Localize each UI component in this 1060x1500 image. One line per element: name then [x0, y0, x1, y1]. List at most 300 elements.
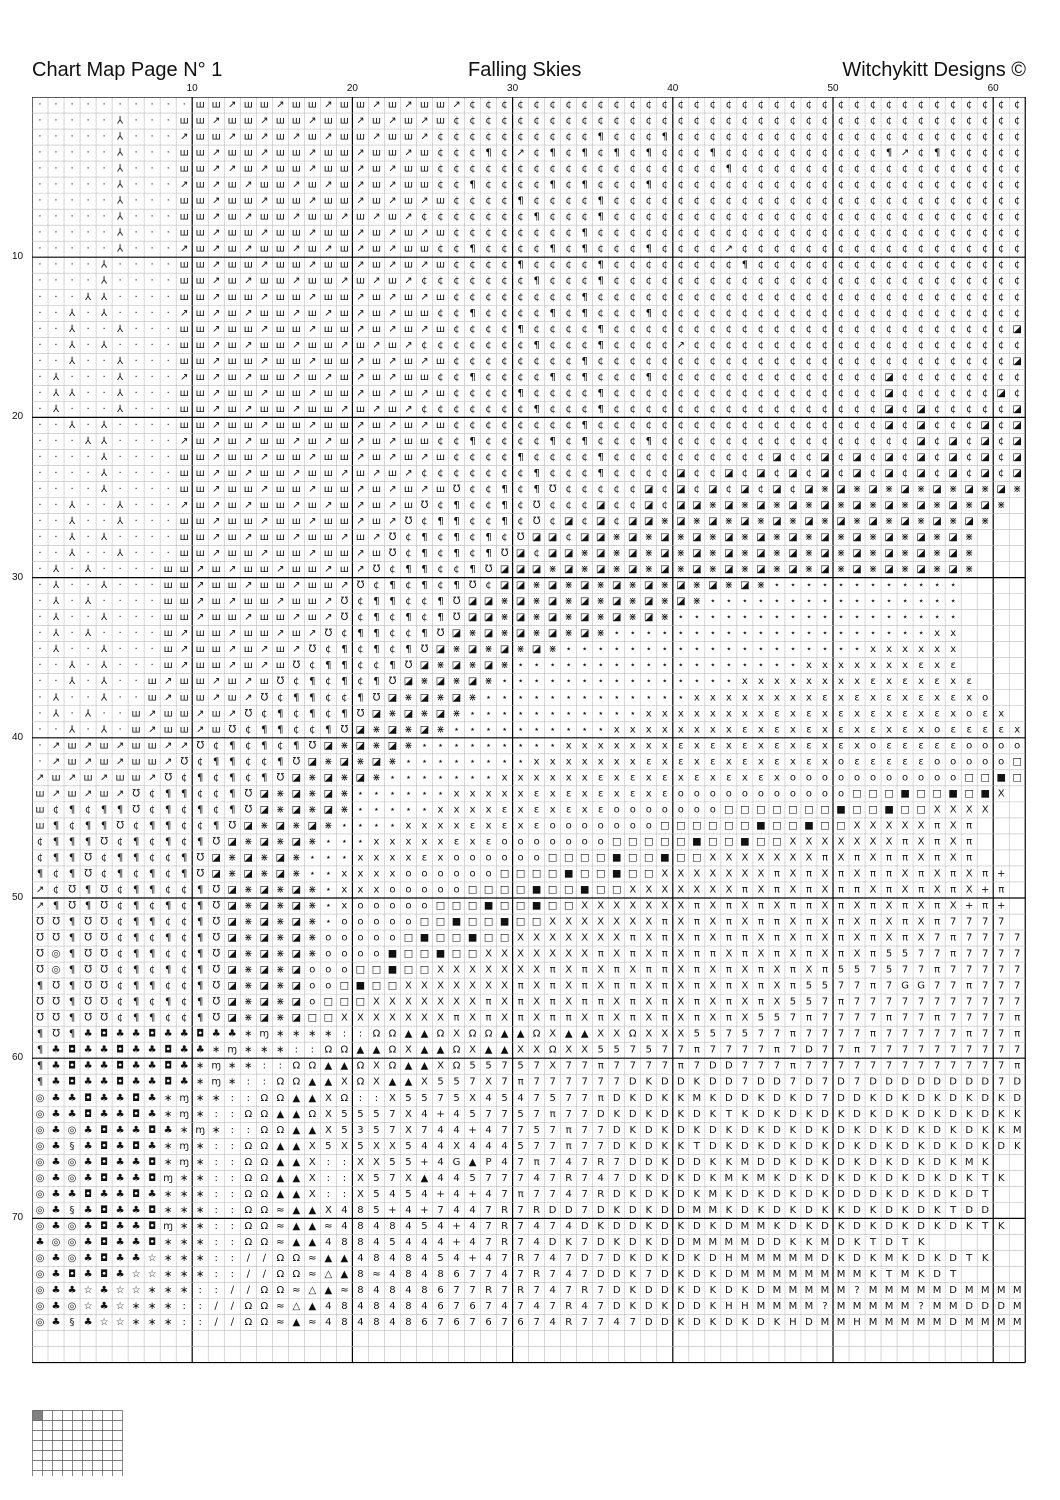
stitch-symbol: 4: [421, 1237, 427, 1248]
stitch-symbol: ·: [135, 260, 138, 271]
stitch-symbol: ¢: [710, 292, 716, 303]
stitch-symbol: ↗: [212, 676, 220, 687]
stitch-symbol: ▲: [308, 1237, 316, 1248]
stitch-symbol: ¢: [565, 340, 571, 351]
stitch-symbol: ¢: [790, 436, 796, 447]
stitch-symbol: ¢: [582, 164, 588, 175]
stitch-symbol: ¢: [485, 404, 491, 415]
stitch-symbol: ш: [228, 356, 237, 367]
stitch-symbol: ¢: [710, 388, 716, 399]
stitch-symbol: ♣: [132, 1125, 141, 1136]
stitch-symbol: ¢: [998, 228, 1004, 239]
stitch-symbol: ¢: [758, 260, 764, 271]
stitch-symbol: ¢: [854, 356, 860, 367]
stitch-symbol: D: [933, 1125, 941, 1136]
stitch-symbol: ⋇: [244, 917, 252, 928]
stitch-symbol: D: [693, 1269, 701, 1280]
stitch-symbol: ш: [180, 212, 189, 223]
stitch-symbol: ◪: [436, 644, 445, 655]
stitch-symbol: ¶: [582, 228, 588, 239]
stitch-symbol: D: [645, 1285, 653, 1296]
stitch-symbol: ¢: [870, 452, 876, 463]
stitch-symbol: □: [596, 868, 605, 879]
stitch-symbol: ш: [196, 292, 205, 303]
stitch-symbol: ¢: [790, 164, 796, 175]
stitch-symbol: X: [741, 965, 748, 976]
stitch-symbol: ⋆: [902, 628, 908, 639]
stitch-symbol: ¢: [998, 164, 1004, 175]
stitch-symbol: 4: [469, 1205, 475, 1216]
stitch-symbol: ◪: [436, 708, 445, 719]
stitch-symbol: X: [517, 933, 524, 944]
stitch-symbol: D: [757, 1285, 765, 1296]
stitch-symbol: ℧: [36, 949, 44, 960]
stitch-symbol: ¶: [85, 901, 91, 912]
stitch-symbol: Ω: [389, 1029, 397, 1040]
stitch-symbol: ¢: [854, 260, 860, 271]
stitch-symbol: ≈: [308, 1317, 316, 1328]
stitch-symbol: :: [215, 1269, 218, 1280]
stitch-symbol: ¢: [37, 852, 43, 863]
stitch-symbol: ¢: [437, 212, 443, 223]
stitch-symbol: ¢: [806, 404, 812, 415]
stitch-symbol: D: [709, 1125, 717, 1136]
stitch-symbol: 7: [838, 981, 844, 992]
stitch-symbol: ε: [598, 804, 603, 815]
stitch-symbol: ⋆: [806, 628, 812, 639]
stitch-symbol: ⅄: [117, 196, 124, 207]
stitch-symbol: ш: [260, 500, 269, 511]
stitch-symbol: ↗: [212, 180, 220, 191]
stitch-symbol: ¢: [149, 901, 155, 912]
stitch-symbol: □: [740, 820, 749, 831]
stitch-symbol: ш: [196, 676, 205, 687]
stitch-symbol: ♣: [180, 1077, 189, 1088]
stitch-symbol: M: [693, 1205, 702, 1216]
stitch-symbol: ¢: [966, 180, 972, 191]
stitch-symbol: ↗: [356, 164, 364, 175]
stitch-symbol: ¢: [630, 388, 636, 399]
stitch-symbol: ⋆: [662, 644, 668, 655]
stitch-symbol: ↗: [388, 500, 396, 511]
stitch-symbol: ⋆: [389, 772, 395, 783]
stitch-symbol: ♣: [84, 1157, 93, 1168]
stitch-symbol: K: [645, 1173, 652, 1184]
stitch-symbol: ¢: [982, 404, 988, 415]
stitch-symbol: ¢: [501, 228, 507, 239]
stitch-symbol: X: [854, 836, 861, 847]
stitch-symbol: ¶: [165, 836, 171, 847]
stitch-symbol: X: [918, 917, 925, 928]
stitch-symbol: ¢: [742, 100, 748, 111]
stitch-symbol: ⋇: [276, 933, 284, 944]
stitch-symbol: ·: [167, 372, 170, 383]
stitch-symbol: ш: [372, 180, 381, 191]
stitch-symbol: ¶: [133, 917, 139, 928]
stitch-symbol: ▲: [325, 1285, 333, 1296]
stitch-symbol: ⋆: [630, 692, 636, 703]
stitch-symbol: ¢: [453, 132, 459, 143]
stitch-symbol: x: [742, 676, 748, 687]
stitch-symbol: ¶: [309, 692, 315, 703]
stitch-symbol: ¢: [998, 180, 1004, 191]
stitch-symbol: X: [373, 1141, 380, 1152]
stitch-symbol: :: [215, 1285, 218, 1296]
stitch-symbol: ¢: [758, 276, 764, 287]
pattern-title: Falling Skies: [468, 58, 581, 82]
stitch-symbol: ¢: [565, 116, 571, 127]
stitch-symbol: 7: [966, 1013, 972, 1024]
stitch-symbol: D: [917, 1205, 925, 1216]
stitch-symbol: D: [933, 1157, 941, 1168]
stitch-symbol: ¢: [886, 164, 892, 175]
stitch-symbol: π: [966, 836, 972, 847]
stitch-symbol: ¢: [485, 180, 491, 191]
stitch-symbol: 7: [630, 1317, 636, 1328]
stitch-symbol: ш: [356, 404, 365, 415]
stitch-symbol: ¢: [838, 116, 844, 127]
stitch-symbol: K: [902, 1093, 909, 1104]
stitch-symbol: D: [773, 1157, 781, 1168]
stitch-symbol: ·: [38, 244, 41, 255]
stitch-symbol: o: [469, 868, 475, 879]
stitch-symbol: ш: [324, 404, 333, 415]
stitch-symbol: K: [902, 1253, 909, 1264]
stitch-symbol: ¢: [485, 388, 491, 399]
stitch-symbol: 4: [357, 1301, 363, 1312]
stitch-symbol: ¶: [485, 548, 491, 559]
stitch-symbol: ш: [148, 692, 157, 703]
stitch-symbol: ¢: [630, 420, 636, 431]
stitch-symbol: :: [247, 1125, 250, 1136]
stitch-symbol: ↗: [356, 324, 364, 335]
stitch-symbol: X: [725, 884, 732, 895]
stitch-symbol: 7: [966, 949, 972, 960]
stitch-symbol: ¶: [533, 340, 539, 351]
stitch-symbol: ◪: [868, 484, 877, 495]
stitch-symbol: ⋆: [485, 772, 491, 783]
stitch-symbol: ¢: [501, 532, 507, 543]
stitch-symbol: ¢: [469, 196, 475, 207]
stitch-symbol: ⋆: [774, 644, 780, 655]
stitch-symbol: D: [965, 1189, 973, 1200]
stitch-symbol: ¢: [790, 484, 796, 495]
stitch-symbol: ¢: [790, 308, 796, 319]
stitch-symbol: ⋇: [356, 756, 364, 767]
stitch-symbol: ш: [308, 276, 317, 287]
stitch-symbol: ¢: [437, 164, 443, 175]
stitch-symbol: ◪: [980, 420, 989, 431]
stitch-symbol: ·: [38, 340, 41, 351]
stitch-symbol: X: [822, 949, 829, 960]
stitch-symbol: ◪: [820, 564, 829, 575]
stitch-symbol: ⋇: [500, 628, 508, 639]
stitch-symbol: D: [773, 1125, 781, 1136]
stitch-symbol: ⋆: [501, 676, 507, 687]
stitch-symbol: ¢: [469, 356, 475, 367]
stitch-symbol: ¶: [309, 708, 315, 719]
stitch-symbol: ¢: [101, 868, 107, 879]
stitch-symbol: ◪: [820, 452, 829, 463]
stitch-symbol: ◪: [228, 917, 237, 928]
stitch-symbol: o: [774, 788, 780, 799]
stitch-symbol: 4: [357, 1317, 363, 1328]
stitch-symbol: K: [918, 1189, 925, 1200]
stitch-symbol: ¢: [998, 356, 1004, 367]
stitch-symbol: △: [292, 1301, 300, 1312]
stitch-symbol: π: [982, 901, 988, 912]
stitch-symbol: ¢: [165, 852, 171, 863]
stitch-symbol: ¢: [710, 324, 716, 335]
stitch-symbol: 7: [565, 1285, 571, 1296]
stitch-symbol: □: [852, 804, 861, 815]
stitch-symbol: X: [373, 1061, 380, 1072]
stitch-symbol: o: [662, 804, 668, 815]
stitch-symbol: o: [790, 772, 796, 783]
stitch-symbol: ▲: [485, 1045, 493, 1056]
stitch-symbol: ¶: [229, 772, 235, 783]
stitch-symbol: Ω: [260, 1109, 268, 1120]
stitch-symbol: ⋇: [548, 644, 556, 655]
stitch-symbol: M: [837, 1317, 846, 1328]
stitch-symbol: X: [870, 820, 877, 831]
stitch-symbol: ¶: [37, 981, 43, 992]
stitch-symbol: □: [404, 949, 413, 960]
stitch-symbol: ⅄: [85, 596, 92, 607]
stitch-symbol: ш: [244, 660, 253, 671]
stitch-symbol: 5: [373, 1173, 379, 1184]
stitch-symbol: □: [356, 965, 365, 976]
stitch-symbol: ɱ: [179, 1141, 189, 1152]
stitch-symbol: M: [1013, 1317, 1022, 1328]
stitch-symbol: ⋆: [806, 612, 812, 623]
stitch-symbol: ¢: [694, 164, 700, 175]
stitch-symbol: ℧: [244, 788, 252, 799]
stitch-symbol: ◪: [884, 500, 893, 511]
row-number: 40: [12, 733, 23, 743]
stitch-symbol: X: [469, 981, 476, 992]
stitch-symbol: Ω: [260, 1157, 268, 1168]
stitch-symbol: 5: [357, 1141, 363, 1152]
stitch-symbol: M: [805, 1285, 814, 1296]
stitch-symbol: ⋆: [485, 708, 491, 719]
stitch-symbol: ¢: [806, 324, 812, 335]
stitch-symbol: ·: [167, 356, 170, 367]
stitch-symbol: □: [692, 820, 701, 831]
stitch-symbol: ⋆: [566, 692, 572, 703]
stitch-symbol: D: [757, 1317, 765, 1328]
stitch-symbol: ▲: [405, 1061, 413, 1072]
stitch-symbol: K: [613, 1205, 620, 1216]
stitch-symbol: ε: [774, 756, 779, 767]
stitch-symbol: ◪: [948, 436, 957, 447]
stitch-symbol: x: [550, 804, 556, 815]
stitch-symbol: M: [741, 1253, 750, 1264]
stitch-symbol: ◪: [644, 596, 653, 607]
stitch-symbol: o: [1014, 740, 1020, 751]
stitch-symbol: ⋇: [821, 484, 829, 495]
stitch-symbol: X: [950, 901, 957, 912]
stitch-symbol: ⋆: [726, 612, 732, 623]
stitch-symbol: K: [902, 1173, 909, 1184]
stitch-symbol: ¢: [565, 260, 571, 271]
stitch-symbol: M: [917, 1285, 926, 1296]
stitch-symbol: ш: [276, 580, 285, 591]
stitch-symbol: K: [886, 1141, 893, 1152]
stitch-symbol: ↗: [356, 308, 364, 319]
stitch-symbol: π: [726, 997, 732, 1008]
stitch-symbol: D: [613, 1285, 621, 1296]
stitch-symbol: ¶: [133, 852, 139, 863]
stitch-symbol: ш: [100, 756, 109, 767]
stitch-symbol: ·: [119, 612, 122, 623]
stitch-symbol: ¢: [437, 548, 443, 559]
stitch-symbol: π: [518, 1013, 524, 1024]
stitch-symbol: K: [870, 1269, 877, 1280]
stitch-symbol: T: [901, 1237, 909, 1248]
stitch-symbol: ∕: [247, 1253, 251, 1264]
stitch-symbol: 4: [405, 1205, 411, 1216]
stitch-symbol: 4: [325, 1317, 331, 1328]
stitch-symbol: ▲: [565, 1029, 573, 1040]
stitch-symbol: ¶: [293, 740, 299, 751]
stitch-symbol: ↗: [404, 468, 412, 479]
stitch-symbol: ↗: [292, 644, 300, 655]
stitch-symbol: ш: [372, 516, 381, 527]
stitch-symbol: ◪: [996, 388, 1005, 399]
stitch-symbol: ¶: [582, 180, 588, 191]
stitch-symbol: ·: [102, 372, 105, 383]
stitch-symbol: ш: [180, 164, 189, 175]
stitch-symbol: ◎: [36, 1189, 45, 1200]
stitch-symbol: ⋇: [436, 724, 444, 735]
stitch-symbol: ш: [196, 404, 205, 415]
stitch-symbol: ↗: [244, 692, 252, 703]
stitch-symbol: ¢: [598, 292, 604, 303]
stitch-symbol: ¢: [501, 356, 507, 367]
stitch-symbol: ¢: [69, 820, 75, 831]
stitch-symbol: ¢: [630, 404, 636, 415]
stitch-symbol: ¢: [998, 100, 1004, 111]
stitch-symbol: ·: [70, 692, 73, 703]
stitch-symbol: x: [726, 724, 732, 735]
stitch-symbol: X: [469, 965, 476, 976]
stitch-symbol: ·: [151, 372, 154, 383]
stitch-symbol: ш: [260, 212, 269, 223]
stitch-symbol: :: [263, 1061, 266, 1072]
stitch-symbol: ɱ: [179, 1109, 189, 1120]
stitch-symbol: o: [630, 804, 636, 815]
stitch-symbol: ¢: [726, 228, 732, 239]
stitch-symbol: ¢: [822, 436, 828, 447]
stitch-symbol: ☆: [132, 1285, 141, 1296]
stitch-symbol: ·: [86, 148, 89, 159]
stitch-symbol: ◘: [100, 1237, 108, 1248]
stitch-symbol: ⋆: [566, 660, 572, 671]
page-map: [32, 1410, 124, 1476]
stitch-symbol: ↗: [196, 596, 204, 607]
stitch-symbol: ◎: [52, 949, 61, 960]
stitch-symbol: x: [758, 740, 764, 751]
stitch-symbol: ¢: [918, 356, 924, 367]
stitch-symbol: M: [693, 1093, 702, 1104]
stitch-symbol: ε: [774, 708, 779, 719]
stitch-symbol: ·: [167, 484, 170, 495]
stitch-symbol: ш: [180, 692, 189, 703]
stitch-symbol: ◪: [564, 564, 573, 575]
stitch-symbol: ш: [228, 180, 237, 191]
stitch-symbol: +: [468, 1125, 476, 1136]
stitch-symbol: ¢: [582, 516, 588, 527]
stitch-symbol: ш: [372, 260, 381, 271]
stitch-symbol: 7: [838, 1045, 844, 1056]
stitch-symbol: ◪: [292, 981, 301, 992]
stitch-symbol: o: [966, 740, 972, 751]
stitch-symbol: ·: [102, 324, 105, 335]
stitch-symbol: ♣: [116, 1205, 125, 1216]
stitch-symbol: ◪: [260, 804, 269, 815]
stitch-symbol: ¢: [485, 468, 491, 479]
stitch-symbol: □: [452, 901, 461, 912]
stitch-symbol: M: [741, 1237, 750, 1248]
stitch-symbol: ¢: [517, 340, 523, 351]
stitch-symbol: ◪: [644, 500, 653, 511]
stitch-symbol: D: [773, 1093, 781, 1104]
stitch-symbol: ¢: [469, 100, 475, 111]
stitch-symbol: ¶: [501, 484, 507, 495]
stitch-symbol: ¢: [694, 180, 700, 191]
stitch-symbol: π: [550, 1013, 556, 1024]
stitch-symbol: ℧: [485, 564, 493, 575]
stitch-symbol: x: [502, 772, 508, 783]
stitch-symbol: ¢: [453, 260, 459, 271]
stitch-symbol: ↗: [276, 100, 284, 111]
stitch-symbol: ш: [196, 324, 205, 335]
stitch-symbol: π: [774, 884, 780, 895]
stitch-symbol: ¢: [549, 228, 555, 239]
stitch-symbol: ⋆: [838, 596, 844, 607]
stitch-symbol: +: [388, 1205, 396, 1216]
stitch-symbol: □: [772, 820, 781, 831]
stitch-symbol: ¢: [149, 836, 155, 847]
stitch-symbol: Ω: [276, 1285, 284, 1296]
stitch-symbol: :: [263, 1077, 266, 1088]
stitch-symbol: ш: [180, 292, 189, 303]
stitch-symbol: ◪: [260, 997, 269, 1008]
stitch-symbol: ·: [38, 356, 41, 367]
stitch-symbol: ¢: [902, 244, 908, 255]
stitch-symbol: 5: [469, 1109, 475, 1120]
stitch-symbol: x: [646, 772, 652, 783]
stitch-symbol: ⅄: [117, 148, 124, 159]
stitch-symbol: 7: [854, 1061, 860, 1072]
stitch-symbol: ¢: [966, 116, 972, 127]
stitch-symbol: K: [662, 1189, 669, 1200]
stitch-symbol: x: [694, 708, 700, 719]
stitch-symbol: ¢: [582, 388, 588, 399]
stitch-symbol: ◪: [580, 612, 589, 623]
stitch-symbol: ⋆: [918, 580, 924, 591]
stitch-symbol: K: [629, 1269, 636, 1280]
stitch-symbol: x: [662, 708, 668, 719]
stitch-symbol: ↗: [260, 292, 268, 303]
stitch-symbol: ⋆: [517, 756, 523, 767]
stitch-symbol: 7: [549, 1269, 555, 1280]
stitch-symbol: ⋆: [453, 724, 459, 735]
stitch-symbol: ¢: [469, 116, 475, 127]
stitch-symbol: ε: [646, 756, 651, 767]
stitch-symbol: ⋇: [420, 708, 428, 719]
